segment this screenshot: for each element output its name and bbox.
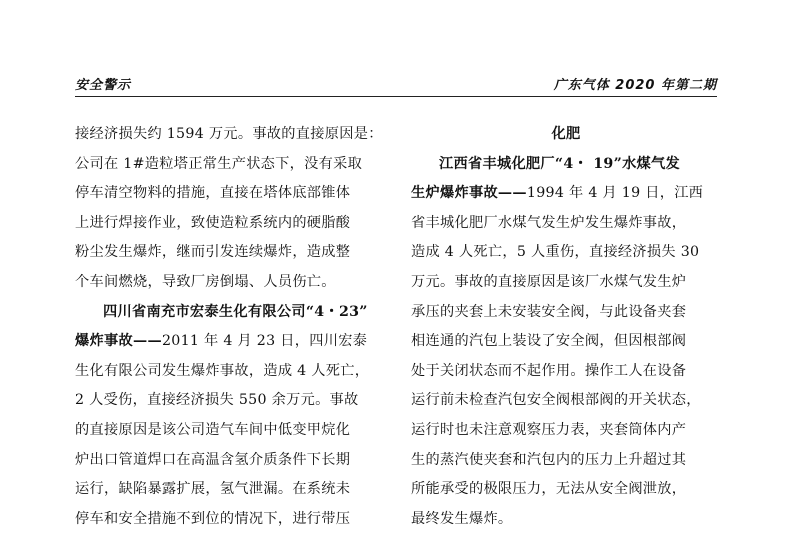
text-line: 运行时也未注意观察压力表，夹套筒体内产 xyxy=(411,421,687,438)
section-heading-fertilizer: 化肥 xyxy=(551,126,581,142)
text-line: 承压的夹套上未安装安全阀，与此设备夹套 xyxy=(411,303,687,320)
text-line xyxy=(411,179,721,209)
text-line: 最终发生爆炸。 xyxy=(411,510,513,527)
text-line: 停车清空物料的措施，直接在塔体底部锥体 xyxy=(75,185,351,202)
accident-title-continued: 爆炸事故—— xyxy=(75,333,162,350)
right-column xyxy=(411,120,721,534)
accident-title: 江西省丰城化肥厂“4・ 19”水煤气发 xyxy=(439,155,681,172)
accident-title: 四川省南充市宏泰生化有限公司“4・23” xyxy=(103,303,368,320)
text-line: 停车和安全措施不到位的情况下，进行带压 xyxy=(75,510,351,527)
header-rule xyxy=(75,96,717,97)
text-line: 省丰城化肥厂水煤气发生炉发生爆炸事故， xyxy=(411,214,687,231)
text-line: 生的蒸汽使夹套和汽包内的压力上升超过其 xyxy=(411,451,687,468)
left-column xyxy=(75,120,393,534)
accident-title-continued: 生炉爆炸事故—— xyxy=(411,185,527,202)
header-journal-issue: 广东气体 2020 年第二期 xyxy=(553,78,717,93)
text-line: 上进行焊接作业，致使造粒系统内的硬脂酸 xyxy=(75,214,351,231)
paragraph-jiangxi-fengcheng-explosion xyxy=(411,150,721,535)
text-line: 生化有限公司发生爆炸事故，造成 4 人死亡， xyxy=(75,362,370,379)
text-line: 2 人受伤，直接经济损失 550 余万元。事故 xyxy=(75,392,359,409)
text-line: 运行，缺陷暴露扩展，氢气泄漏。在系统未 xyxy=(75,481,351,498)
text-line: 处于关闭状态而不起作用。操作工人在设备 xyxy=(411,362,687,379)
text-line: 接经济损失约 1594 万元。事故的直接原因是： xyxy=(75,126,383,142)
page-header xyxy=(75,74,717,94)
header-section-title: 安全警示 xyxy=(75,78,132,93)
text-line: 相连通的汽包上装设了安全阀，但因根部阀 xyxy=(411,333,687,350)
text-line xyxy=(75,327,393,357)
text-line: 粉尘发生爆炸，继而引发连续爆炸，造成整 xyxy=(75,244,351,261)
paragraph-sichuan-hongtai-explosion xyxy=(75,298,393,535)
paragraph-fire-accident-cause xyxy=(75,120,393,298)
text-line: 所能承受的极限压力，无法从安全阀泄放， xyxy=(411,481,687,498)
text-line: 万元。事故的直接原因是该厂水煤气发生炉 xyxy=(411,273,687,290)
text-line: 的直接原因是该公司造气车间中低变甲烷化 xyxy=(75,421,351,438)
text-line: 公司在 1#造粒塔正常生产状态下，没有采取 xyxy=(75,155,363,172)
text-line: 个车间燃烧，导致厂房倒塌、人员伤亡。 xyxy=(75,273,336,290)
text-fragment: 1994 年 4 月 19 日，江西 xyxy=(526,185,704,202)
text-line: 炉出口管道焊口在高温含氢介质条件下长期 xyxy=(75,451,351,468)
text-line: 造成 4 人死亡，5 人重伤，直接经济损失 30 xyxy=(411,244,700,261)
text-fragment: 2011 年 4 月 23 日，四川宏泰 xyxy=(161,333,368,350)
text-line: 运行前未检查汽包安全阀根部阀的开关状态， xyxy=(411,392,701,409)
